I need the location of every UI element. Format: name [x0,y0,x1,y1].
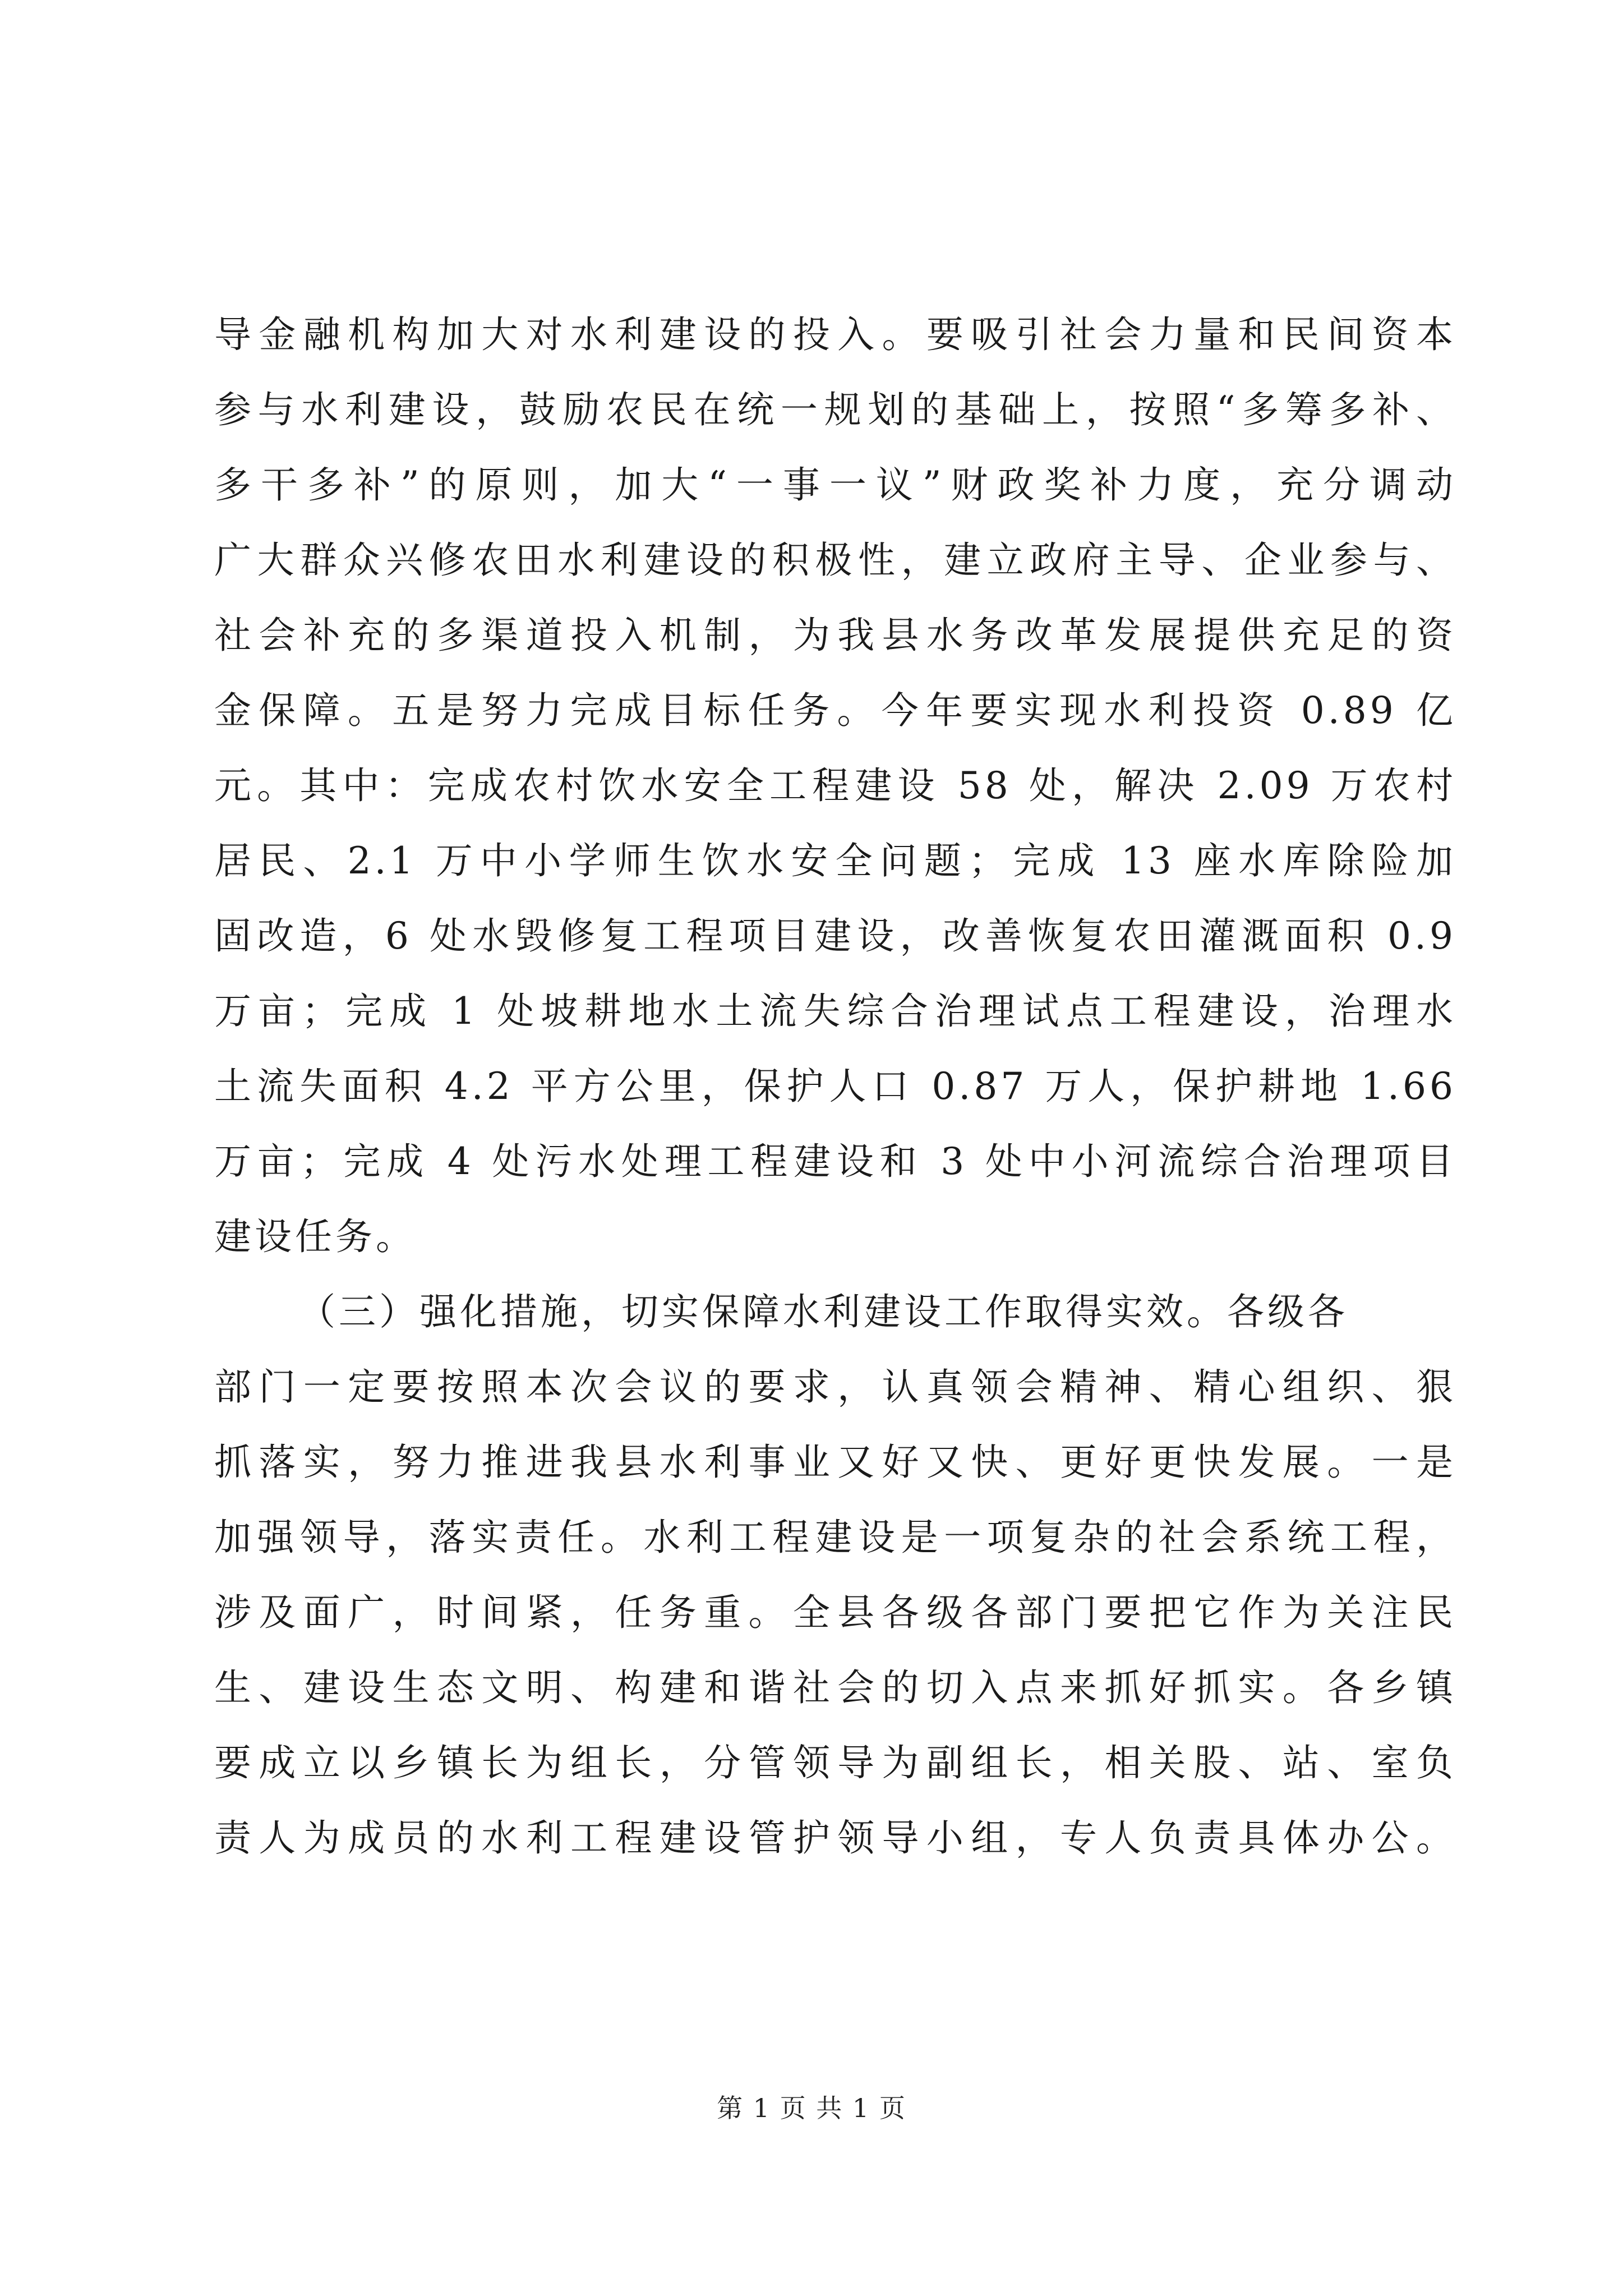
text-line: 加强领导，落实责任。水利工程建设是一项复杂的社会系统工程， [214,1516,1456,1559]
text-line: 多干多补”的原则，加大“一事一议”财政奖补力度，充分调动 [214,463,1456,507]
text-line: 固改造，6 处水毁修复工程项目建设，改善恢复农田灌溉面积 0.9 [214,914,1456,958]
page-number-footer: 第 1 页 共 1 页 [717,2093,906,2123]
text-line: 建设任务。 [214,1215,416,1258]
text-line: 土流失面积 4.2 平方公里，保护人口 0.87 万人，保护耕地 1.66 [214,1065,1456,1108]
text-line: 万亩；完成 4 处污水处理工程建设和 3 处中小河流综合治理项目 [214,1140,1456,1183]
text-line: 广大群众兴修农田水利建设的积极性，建立政府主导、企业参与、 [214,539,1456,582]
text-line: 万亩；完成 1 处坡耕地水土流失综合治理试点工程建设，治理水 [214,990,1456,1033]
text-line: 部门一定要按照本次会议的要求，认真领会精神、精心组织、狠 [214,1365,1456,1409]
text-line: 居民、2.1 万中小学师生饮水安全问题；完成 13 座水库除险加 [214,839,1456,882]
text-line: 涉及面广，时间紧，任务重。全县各级各部门要把它作为关注民 [214,1591,1456,1634]
section-heading-line: （三）强化措施，切实保障水利建设工作取得实效。各级各 [298,1290,1348,1333]
text-line: 责人为成员的水利工程建设管护领导小组，专人负责具体办公。 [214,1816,1456,1860]
text-line: 生、建设生态文明、构建和谐社会的切入点来抓好抓实。各乡镇 [214,1666,1456,1709]
text-line: 参与水利建设，鼓励农民在统一规划的基础上，按照“多筹多补、 [214,388,1456,431]
text-line: 金保障。五是努力完成目标任务。今年要实现水利投资 0.89 亿 [214,689,1456,732]
text-line: 要成立以乡镇长为组长，分管领导为副组长，相关股、站、室负 [214,1741,1456,1784]
text-line: 社会补充的多渠道投入机制，为我县水务改革发展提供充足的资 [214,614,1456,657]
text-line: 元。其中：完成农村饮水安全工程建设 58 处，解决 2.09 万农村 [214,764,1456,807]
body-text [214,297,1456,1876]
text-line: 导金融机构加大对水利建设的投入。要吸引社会力量和民间资本 [214,313,1456,356]
text-line: 抓落实，努力推进我县水利事业又好又快、更好更快发展。一是 [214,1441,1456,1484]
